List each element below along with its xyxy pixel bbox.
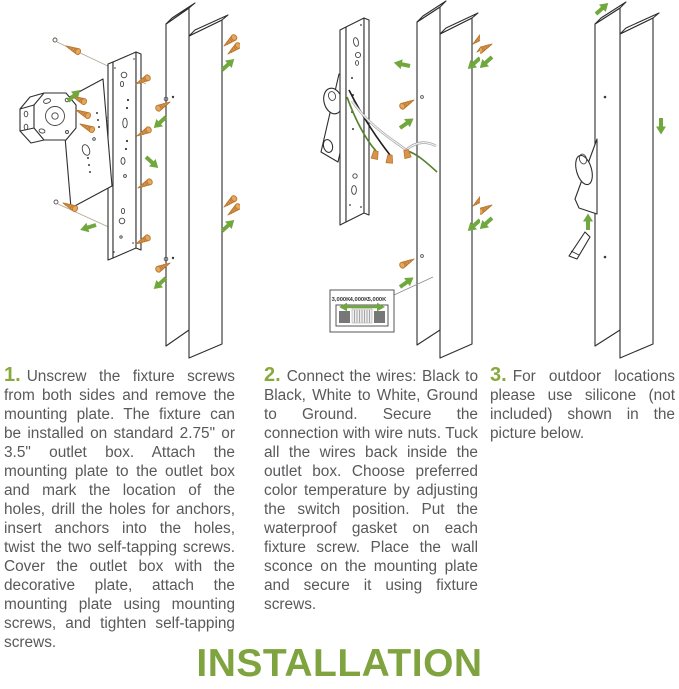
mounting-plate-icon: [340, 18, 369, 225]
mounting-plate-icon: [573, 139, 597, 214]
silicone-tube-icon: [569, 232, 590, 259]
step-1-text: [4, 366, 235, 652]
switch-label-3000k: 3,000K: [331, 297, 351, 303]
step-2-text: [264, 366, 478, 614]
step-3-column: [480, 366, 679, 652]
step-1-column: [0, 366, 240, 652]
mounting-plate-icon: [108, 52, 141, 260]
page-title: INSTALLATION: [196, 642, 483, 685]
step-2-column: [240, 366, 480, 652]
instructions-row: [0, 366, 679, 652]
step-3-text: [490, 366, 675, 443]
step-1-body: Unscrew the fixture screws from both sides and remove the mounting plate. The fixture can be installed on standard 2.75" or 3.5" outlet box. Attach the mounting plate to the outlet box and mark the location of the holes, drill the holes for anchors, insert anchors into the holes, twist the two self-tapping screws. Cover the outlet box with the decorative plate, attach the mounting plate using mounting screws, and tighten self-tapping screws.: [4, 368, 235, 651]
step-2-body: Connect the wires: Black to Black, White to White, Ground to Ground. Secure the connection with wire nuts. Tuck all the wires back inside the outlet box. Choose preferred color temperature by adjusting the switch position. Put the waterproof gasket on each fixture screw. Place the wall sconce on the mounting plate and secure it using fixture screws.: [264, 368, 478, 613]
switch-label-5000k: 5,000K: [367, 297, 387, 303]
wall-fixture-icon: [166, 3, 228, 358]
step-1-number: 1.: [4, 364, 21, 386]
wall-fixture-icon: [417, 1, 478, 358]
wall-fixture-icon: [595, 2, 659, 358]
step-3-body: For outdoor locations please use silicone (not included) shown in the picture below.: [490, 368, 675, 442]
step-3-number: 3.: [490, 364, 507, 386]
switch-label-4000k: 4,000K: [349, 297, 369, 303]
step-3-diagram: [480, 0, 679, 362]
wire-nut-icon: [371, 149, 411, 163]
step-2-diagram: [240, 0, 480, 362]
step-1-diagram: [0, 0, 240, 362]
step-2-number: 2.: [264, 364, 281, 386]
